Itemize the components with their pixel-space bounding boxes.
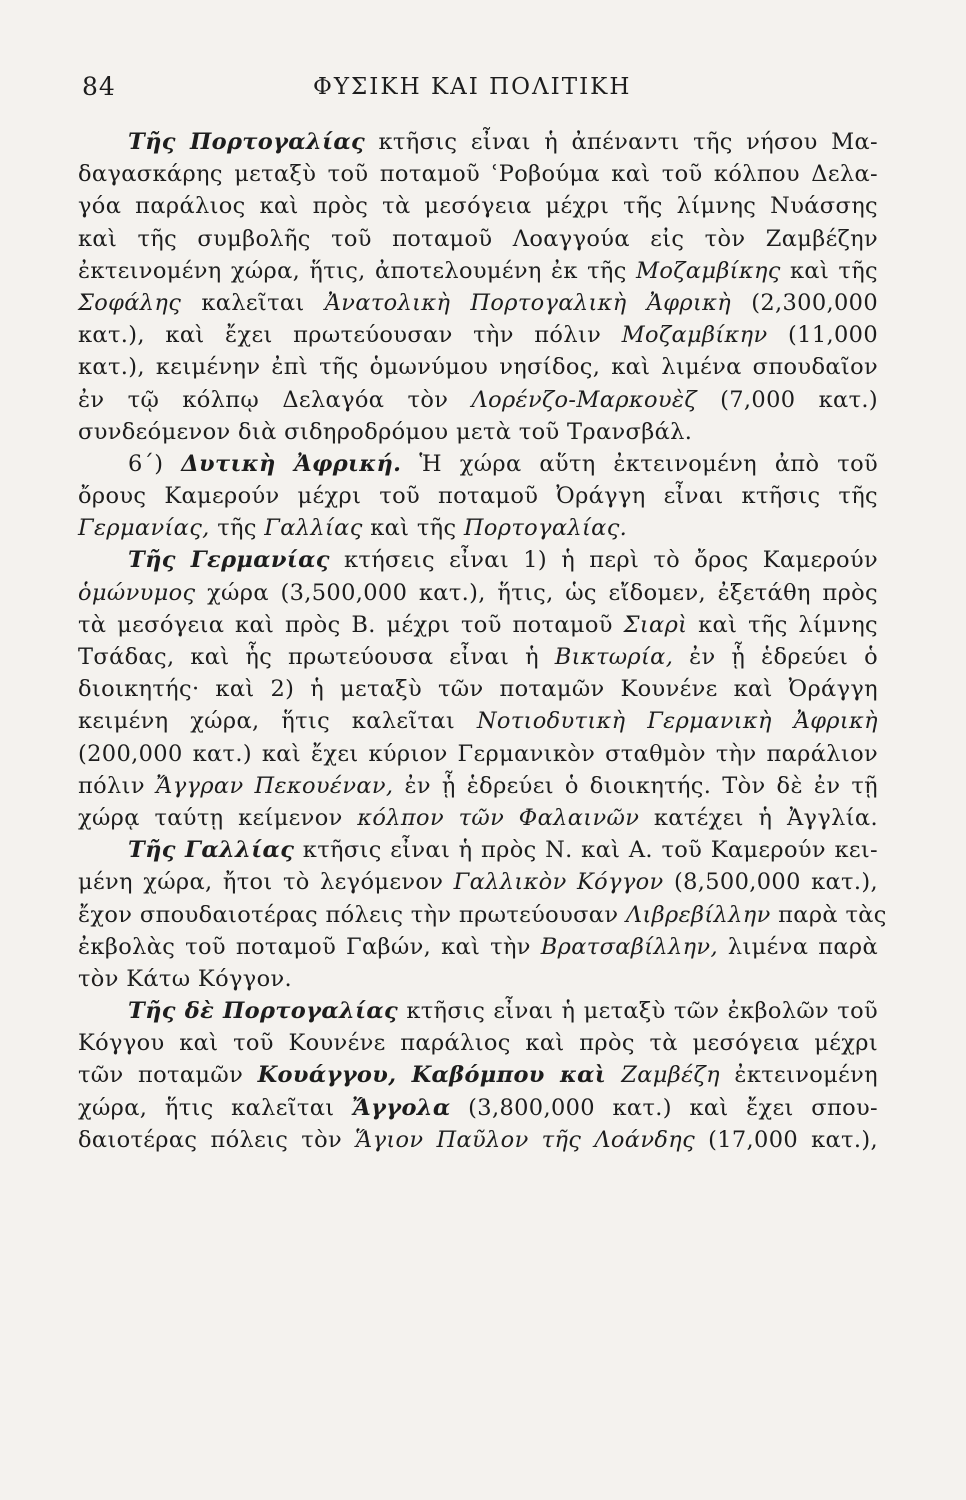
text-line xyxy=(78,1124,878,1156)
emphasized-text: Κουάγγου, Καβόμπου xyxy=(257,1062,545,1089)
body-text xyxy=(78,126,887,1156)
text-segment: καὶ τῆς xyxy=(780,257,878,284)
text-line xyxy=(78,351,878,383)
text-segment: τῆς xyxy=(209,515,265,542)
running-head: ΦΥΣΙΚΗ ΚΑΙ ΠΟΛΙΤΙΚΗ xyxy=(313,74,632,100)
emphasized-text: Τῆς δὲ Πορτογαλίας xyxy=(128,998,399,1025)
text-segment: πόλιν xyxy=(78,772,156,799)
emphasized-text: Ζαμβέζη xyxy=(621,1062,720,1089)
text-line xyxy=(78,384,878,416)
text-segment: (17,000 κατ.), xyxy=(695,1126,878,1153)
text-segment: χώρᾳ ταύτῃ κείμενον xyxy=(78,804,358,831)
text-segment: τὰ μεσόγεια καὶ πρὸς Β. μέχρι τοῦ ποταμοῦ xyxy=(78,611,624,638)
text-line xyxy=(78,480,878,512)
text-segment: (8,500,000 κατ.), xyxy=(663,869,878,896)
emphasized-text: Νοτιοδυτικὴ Γερμανικὴ Ἀφρικὴ xyxy=(476,708,878,735)
text-line xyxy=(78,126,878,158)
text-segment: (3,800,000 κατ.) καὶ ἔχει σπου- xyxy=(450,1094,878,1121)
text-line xyxy=(78,158,878,190)
text-segment: Ἡ χώρα αὕτη ἐκτεινομένη ἀπὸ τοῦ xyxy=(401,450,878,477)
text-segment: καὶ τῆς συμβολῆς τοῦ ποταμοῦ Λοαγγούα εἰς τὸν Ζαμβέζην xyxy=(78,225,878,252)
text-segment: τὸν Κάτω Κόγγον. xyxy=(78,965,292,992)
text-segment: γόα παράλιος καὶ πρὸς τὰ μεσόγεια μέχρι τῆς λίμνης Νυάσσης xyxy=(78,193,878,220)
text-segment: μένη χώρα, ἤτοι τὸ λεγόμενον xyxy=(78,869,454,896)
emphasized-text: Ἀνατολικὴ Πορτογαλικὴ Ἀφρικὴ xyxy=(324,289,732,316)
text-line xyxy=(78,641,878,673)
emphasized-text: Λορένζο-Μαρκουὲζ xyxy=(471,386,697,413)
text-line xyxy=(78,577,878,609)
text-line xyxy=(78,512,878,544)
text-line xyxy=(78,738,878,770)
emphasized-text: Σιαρὶ xyxy=(623,611,688,638)
text-segment: κτῆσις εἶναι ἡ μεταξὺ τῶν ἐκβολῶν τοῦ xyxy=(398,998,878,1025)
text-segment: ἐν τῷ κόλπῳ Δελαγόα τὸν xyxy=(78,386,472,413)
text-segment: δαιοτέρας πόλεις τὸν xyxy=(78,1126,356,1153)
emphasized-text: Γερμανίας, xyxy=(78,515,210,542)
text-segment: καλεῖται xyxy=(181,289,325,316)
text-segment: ἐκτεινομένη χώρα, ἥτις, ἀποτελουμένη ἐκ τῆς xyxy=(78,257,636,284)
emphasized-text: Δυτικὴ Ἀφρική. xyxy=(181,450,402,477)
text-segment: τῶν ποταμῶν xyxy=(78,1062,258,1089)
text-segment: (7,000 κατ.) xyxy=(696,386,878,413)
emphasized-text: Μοζαμβίκης xyxy=(635,257,781,284)
text-line xyxy=(78,834,878,866)
text-segment: κτήσεις εἶναι 1) ἡ περὶ τὸ ὄρος Καμερούν xyxy=(329,547,878,574)
emphasized-text: Σοφάλης xyxy=(78,289,182,316)
text-segment: Κόγγου καὶ τοῦ Κουνένε παράλιος καὶ πρὸς τὰ μεσόγεια μέχρι xyxy=(78,1030,878,1057)
text-line xyxy=(78,190,878,222)
emphasized-text: Τῆς Γαλλίας xyxy=(128,837,295,864)
text-line xyxy=(78,673,878,705)
emphasized-text: Λιβρεβίλλην xyxy=(625,901,771,928)
text-segment: κατ.), καὶ ἔχει πρωτεύουσαν τὴν πόλιν xyxy=(78,322,622,349)
emphasized-text: Τῆς Πορτογαλίας xyxy=(128,129,366,155)
text-line xyxy=(78,287,878,319)
text-segment: ὄρους Καμερούν μέχρι τοῦ ποταμοῦ Ὀράγγη εἶναι κτῆσις τῆς xyxy=(78,483,878,510)
text-line xyxy=(78,705,878,737)
text-segment: κατέχει ἡ Ἀγγλία. xyxy=(639,804,878,831)
emphasized-text: Γαλλίας xyxy=(264,515,363,542)
text-segment: (11,000 xyxy=(767,322,878,349)
page-header xyxy=(0,72,966,112)
text-segment: ἐν ᾗ ἑδρεύει ὁ διοικητής. Τὸν δὲ ἐν τῇ xyxy=(393,772,878,799)
text-segment: κειμένη χώρα, ἥτις καλεῖται xyxy=(78,708,477,735)
text-line xyxy=(78,1059,878,1091)
emphasized-text: Ἄγγολα xyxy=(351,1094,451,1121)
emphasized-text: Ἄγγραν Πεκουέναν, xyxy=(155,772,394,799)
page-number: 84 xyxy=(82,72,116,101)
text-line xyxy=(78,448,878,480)
text-segment: κτῆσις εἶναι ἡ πρὸς Ν. καὶ Α. τοῦ Καμερούν κει- xyxy=(294,837,878,864)
text-segment: ἐκτεινομένη xyxy=(719,1062,878,1089)
emphasized-text: Μοζαμβίκην xyxy=(621,322,768,349)
text-segment: 6΄) xyxy=(128,450,182,477)
text-segment: χώρα (3,500,000 κατ.), ἥτις, ὡς εἴδομεν, ἐξετάθη πρὸς xyxy=(195,579,878,606)
text-segment: ἐκβολὰς τοῦ ποταμοῦ Γαβών, καὶ τὴν xyxy=(78,933,541,960)
text-segment: καὶ τῆς xyxy=(362,515,464,542)
text-segment: κατ.), κειμένην ἐπὶ τῆς ὁμωνύμου νησίδος, καὶ λιμένα σπουδαῖον xyxy=(78,354,878,381)
text-segment: συνδεόμενον διὰ σιδηροδρόμου μετὰ τοῦ Τρανσβάλ. xyxy=(78,418,693,445)
text-line xyxy=(78,255,878,287)
text-line xyxy=(78,995,878,1027)
text-segment: παρὰ τὰς xyxy=(770,901,887,928)
text-segment: (2,300,000 xyxy=(731,289,879,316)
emphasized-text: ὁμώνυμος xyxy=(78,579,196,606)
text-line xyxy=(78,223,878,255)
text-line xyxy=(78,319,878,351)
text-segment: κτῆσις εἶναι ἡ ἀπέναντι τῆς νήσου Μα- xyxy=(365,129,879,155)
text-segment: (200,000 κατ.) καὶ ἔχει κύριον Γερμανικὸν σταθμὸν τὴν παράλιον xyxy=(78,740,878,767)
emphasized-text: Ἅγιον Παῦλον τῆς Λοάνδης xyxy=(355,1126,696,1153)
emphasized-text: Πορτογαλίας. xyxy=(463,515,628,542)
text-segment: διοικητής· καὶ 2) ἡ μεταξὺ τῶν ποταμῶν Κουνένε καὶ Ὀράγγη xyxy=(78,676,878,703)
text-segment: λιμένα παρὰ xyxy=(717,933,878,960)
text-segment: ἔχον σπουδαιοτέρας πόλεις τὴν πρωτεύουσαν xyxy=(78,901,626,928)
text-segment: χώρα, ἥτις καλεῖται xyxy=(78,1094,352,1121)
emphasized-text: Βρατσαβίλλην, xyxy=(540,933,718,960)
text-line xyxy=(78,416,878,448)
emphasized-text: Βικτωρία, xyxy=(554,644,674,670)
text-segment: ἐν ᾗ ἑδρεύει ὁ xyxy=(673,644,878,670)
emphasized-text: καὶ xyxy=(544,1062,622,1089)
text-line xyxy=(78,609,878,641)
text-line xyxy=(78,963,878,995)
text-line xyxy=(78,544,878,576)
text-segment: καὶ τῆς λίμνης xyxy=(687,611,879,638)
text-line xyxy=(78,866,878,898)
text-line xyxy=(78,802,878,834)
emphasized-text: Τῆς Γερμανίας xyxy=(128,547,330,574)
text-segment: δαγασκάρης μεταξὺ τοῦ ποταμοῦ ʿΡοβούμα καὶ τοῦ κόλπου Δελα- xyxy=(78,161,878,188)
text-line xyxy=(78,1027,878,1059)
emphasized-text: Γαλλικὸν Κόγγον xyxy=(453,869,664,896)
text-line xyxy=(78,931,878,963)
text-line xyxy=(78,899,887,931)
text-line xyxy=(78,770,878,802)
text-line xyxy=(78,1092,878,1124)
text-segment: Τσάδας, καὶ ἧς πρωτεύουσα εἶναι ἡ xyxy=(78,644,555,670)
emphasized-text: κόλπον τῶν Φαλαινῶν xyxy=(357,804,640,831)
